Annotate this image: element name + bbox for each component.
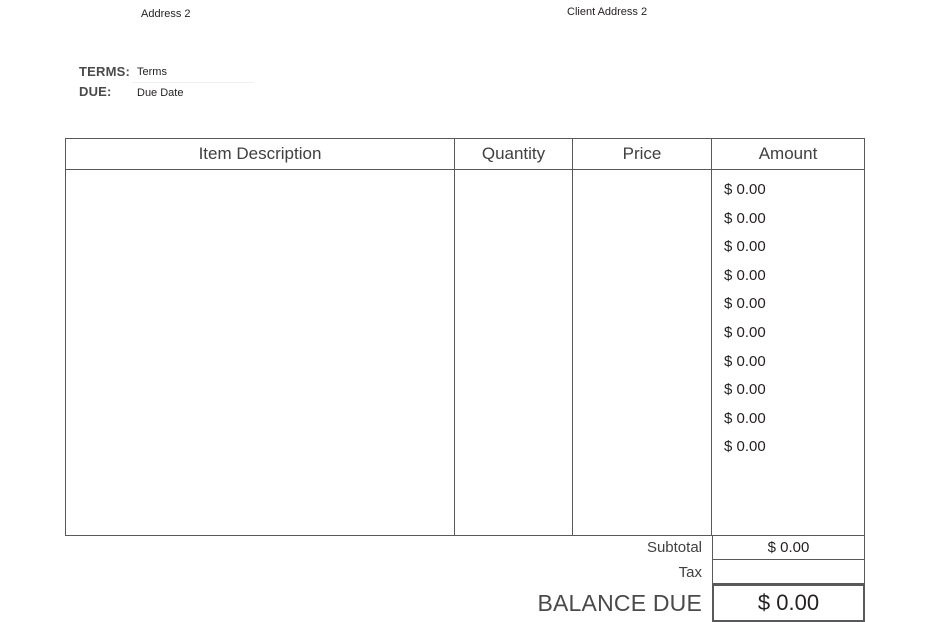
tax-row xyxy=(65,560,865,584)
tax-value[interactable] xyxy=(712,560,865,584)
terms-label: TERMS: xyxy=(79,64,131,79)
description-column-area[interactable] xyxy=(66,170,455,535)
balance-due-label: BALANCE DUE xyxy=(537,589,702,616)
amount-column-area[interactable] xyxy=(712,170,864,535)
table-row: $ 0.00 xyxy=(724,381,766,399)
quantity-column-area[interactable] xyxy=(455,170,573,535)
table-row: $ 0.00 xyxy=(724,209,766,227)
terms-block xyxy=(79,64,379,104)
column-header-item-description: Item Description xyxy=(66,139,455,169)
table-row: $ 0.00 xyxy=(724,352,766,370)
table-body xyxy=(66,170,864,535)
column-header-price: Price xyxy=(573,139,712,169)
column-header-amount: Amount xyxy=(758,144,818,163)
subtotal-label: Subtotal xyxy=(646,539,702,556)
table-row: $ 0.00 xyxy=(724,266,766,284)
due-label: DUE: xyxy=(79,84,112,99)
table-row: $ 0.00 xyxy=(724,295,766,313)
due-value: Due Date xyxy=(137,87,184,99)
subtotal-value: $ 0.00 xyxy=(712,535,865,560)
terms-row xyxy=(79,64,379,84)
table-row: $ 0.00 xyxy=(724,438,766,456)
table-row: $ 0.00 xyxy=(724,238,766,256)
tax-label: Tax xyxy=(678,563,702,581)
client-address: Client Address 2 xyxy=(567,6,648,18)
totals-section xyxy=(65,535,865,622)
due-row xyxy=(79,84,379,104)
table-row: $ 0.00 xyxy=(724,181,766,198)
table-row: $ 0.00 xyxy=(724,323,766,341)
column-header-quantity: Quantity xyxy=(455,139,573,169)
table-header-row xyxy=(66,139,864,170)
table-row: $ 0.00 xyxy=(724,409,766,427)
sender-address: Address 2 xyxy=(141,8,191,20)
subtotal-row xyxy=(65,535,865,560)
line-items-table xyxy=(65,138,865,536)
price-column-area[interactable] xyxy=(573,170,712,535)
balance-due-value: $ 0.00 xyxy=(712,584,865,622)
balance-due-row xyxy=(65,584,865,622)
terms-value: Terms xyxy=(137,66,167,78)
